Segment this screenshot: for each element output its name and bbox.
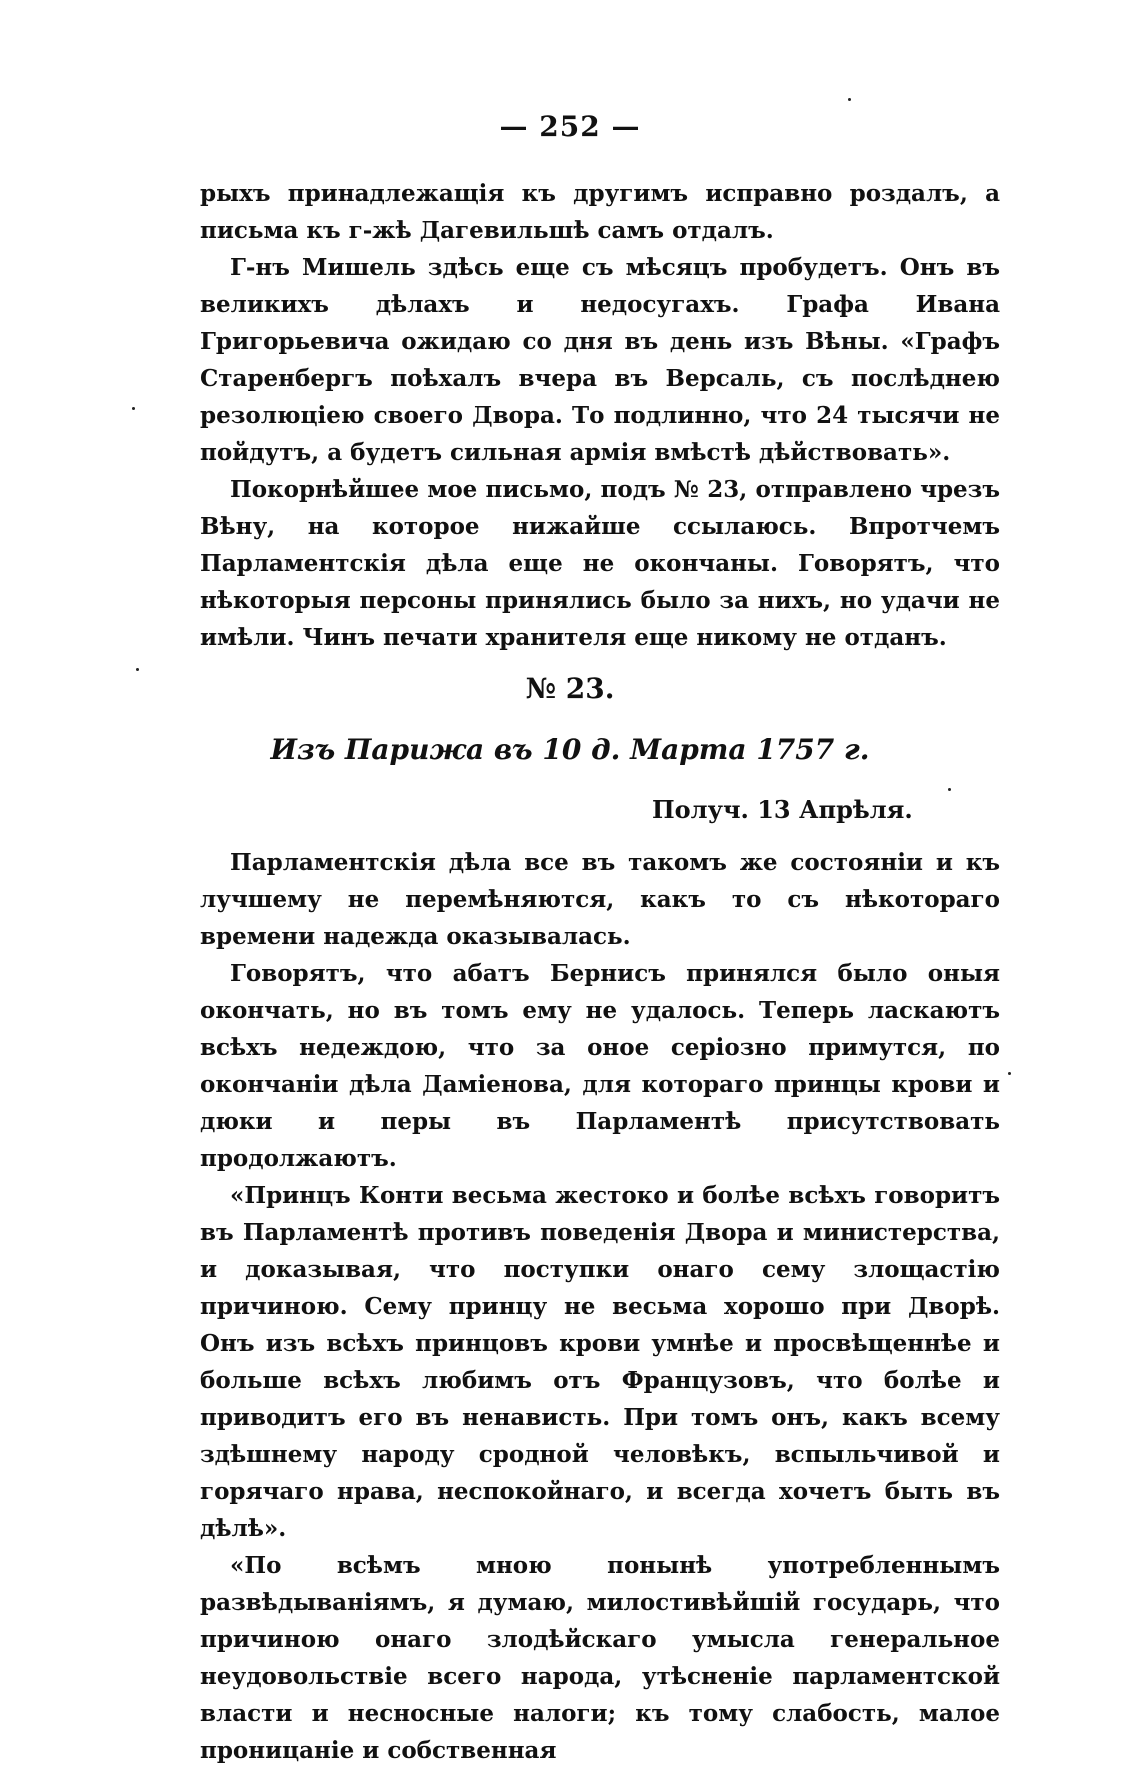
- paragraph: Парламентскія дѣла все въ такомъ же состояніи и къ лучшему не перемѣняются, какъ то съ нѣкотораго времени надежда оказывалась.: [200, 849, 1000, 950]
- scan-speck: [848, 98, 851, 101]
- paragraph: Говорятъ, что абатъ Бернисъ принялся было оныя окончать, но въ томъ ему не удалось. Теперь ласкаютъ всѣхъ недеждою, что за оное серіозно примутся, по окончаніи дѣла Даміенова, для котораго принцы крови и дюки и перы въ Парламентѣ присутствовать продолжаютъ.: [200, 960, 1000, 1172]
- page-number: — 252 —: [499, 110, 641, 143]
- letter-body-text: [200, 844, 1000, 1769]
- letter-number-heading: № 23.: [525, 672, 615, 705]
- paragraph: «По всѣмъ мною понынѣ употребленнымъ развѣдываніямъ, я думаю, милостивѣйшій государь, что причиною онаго злодѣйскаго умысла генеральное неудовольствіе всего народа, утѣсненіе парламентской власти и несносные налоги; къ тому слабость, малое проницаніе и собственная: [200, 1552, 1000, 1764]
- paragraph: «Принцъ Конти весьма жестоко и болѣе всѣхъ говоритъ въ Парламентѣ противъ поведенія Двора и министерства, и доказывая, что поступки онаго сему злощастію причиною. Сему принцу не весьма хорошо при Дворѣ. Онъ изъ всѣхъ принцовъ крови умнѣе и просвѣщеннѣе и больше всѣхъ любимъ отъ Французовъ, что болѣе и приводитъ его въ ненависть. При томъ онъ, какъ всему здѣшнему народу сродной человѣкъ, вспыльчивой и горячаго нрава, неспокойнаго, и всегда хочетъ быть въ дѣлѣ».: [200, 1182, 1000, 1542]
- scan-speck: [948, 788, 951, 791]
- section-one-text: [200, 175, 1000, 656]
- scan-speck: [132, 407, 135, 410]
- received-date: Получ. 13 Апрѣля.: [652, 795, 913, 824]
- paragraph: Покорнѣйшее мое письмо, подъ № 23, отправлено чрезъ Вѣну, на которое нижайше ссылаюсь. Впротчемъ Парламентскія дѣла еще не окончаны. Говорятъ, что нѣкоторыя персоны принялись было за нихъ, но удачи не имѣли. Чинъ печати хранителя еще никому не отданъ.: [200, 476, 1000, 651]
- paragraph: Г-нъ Мишель здѣсь еще съ мѣсяцъ пробудетъ. Онъ въ великихъ дѣлахъ и недосугахъ. Графа Ивана Григорьевича ожидаю со дня въ день изъ Вѣны. «Графъ Старенбергъ поѣхалъ вчера въ Версаль, съ послѣднею резолюціею своего Двора. То подлинно, что 24 тысячи не пойдутъ, а будетъ сильная армія вмѣстѣ дѣйствовать».: [200, 254, 1000, 466]
- paragraph: рыхъ принадлежащія къ другимъ исправно роздалъ, а письма къ г-жѣ Дагевильшѣ самъ отдалъ.: [200, 180, 1000, 244]
- scan-speck: [1008, 1072, 1011, 1075]
- letter-title: Изъ Парижа въ 10 д. Марта 1757 г.: [270, 733, 870, 766]
- scan-speck: [136, 668, 139, 671]
